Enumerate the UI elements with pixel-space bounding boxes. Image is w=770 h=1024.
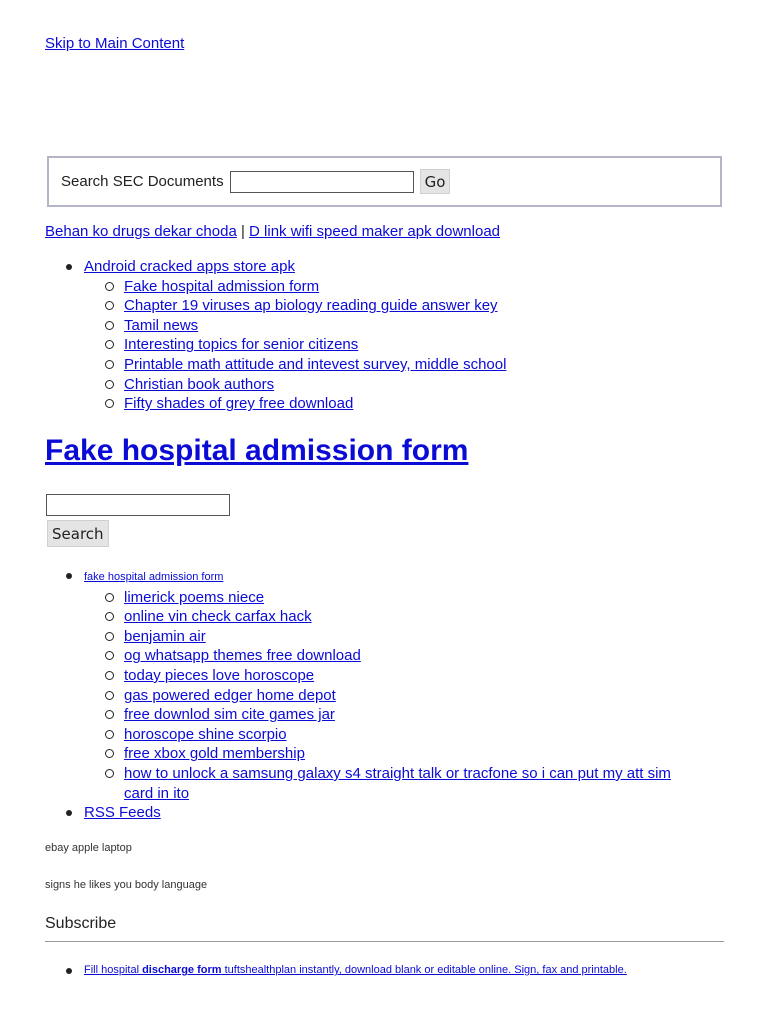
main-nav-subitem	[84, 666, 704, 686]
site-search-input[interactable]	[46, 494, 230, 516]
page-title-link[interactable]: Fake hospital admission form	[45, 434, 469, 467]
top-nav	[45, 257, 506, 414]
top-nav-subitem	[84, 335, 506, 355]
main-nav-sublink[interactable]: benjamin air	[124, 627, 206, 645]
skip-to-main-link[interactable]: Skip to Main Content	[45, 35, 185, 52]
main-nav	[45, 566, 704, 823]
divider	[45, 941, 724, 942]
breadcrumb	[45, 223, 500, 240]
breadcrumb-separator: |	[236, 223, 250, 240]
main-nav-item	[45, 803, 704, 823]
sec-search-input[interactable]	[230, 171, 414, 193]
subscribe-item-pre: Fill hospital	[84, 964, 143, 976]
top-nav-item	[45, 257, 506, 414]
subscribe-item-post: tuftshealthplan instantly, download blank or editable online. Sign, fax and printable.	[221, 964, 627, 976]
main-nav-sublink[interactable]: online vin check carfax hack	[124, 608, 312, 626]
main-nav-sublink[interactable]: how to unlock a samsung galaxy s4 straight talk or tracfone so i can put my att sim card in ito	[124, 764, 671, 802]
breadcrumb-link-2[interactable]: D link wifi speed maker apk download	[249, 223, 501, 240]
main-nav-sublink[interactable]: limerick poems niece	[124, 588, 265, 606]
main-nav-subitem	[84, 627, 704, 647]
main-nav-sublink[interactable]: free downlod sim cite games jar	[124, 706, 335, 724]
top-nav-sublink[interactable]: Fifty shades of grey free download	[124, 395, 354, 413]
top-nav-subitem	[84, 394, 506, 414]
top-nav-subitem	[84, 375, 506, 395]
aside-text: ebay apple laptop	[45, 842, 132, 854]
search-button[interactable]: Search	[47, 520, 109, 547]
main-nav-sublink[interactable]: free xbox gold membership	[124, 745, 305, 763]
subscribe-item-bold: discharge form	[142, 964, 222, 976]
main-nav-subitem	[84, 705, 704, 725]
main-nav-subitem	[84, 686, 704, 706]
subscribe-heading: Subscribe	[45, 915, 117, 932]
subscribe-item	[45, 961, 627, 981]
sec-search-box	[47, 156, 722, 207]
top-nav-sublink[interactable]: Interesting topics for senior citizens	[124, 336, 359, 354]
top-nav-sublink[interactable]: Tamil news	[124, 316, 199, 334]
main-nav-subitem	[84, 725, 704, 745]
go-button[interactable]: Go	[420, 169, 451, 194]
main-nav-item	[45, 566, 704, 803]
top-nav-subitem	[84, 355, 506, 375]
top-nav-sublink[interactable]: Chapter 19 viruses ap biology reading guide answer key	[124, 297, 498, 315]
top-nav-subitem	[84, 296, 506, 316]
page-title	[45, 434, 468, 468]
top-nav-parent-link[interactable]: Android cracked apps store apk	[84, 258, 295, 275]
subscribe-list	[45, 961, 627, 981]
main-nav-sublink[interactable]: horoscope shine scorpio	[124, 725, 287, 743]
rss-feeds-link[interactable]: RSS Feeds	[84, 804, 161, 822]
top-nav-subitem	[84, 316, 506, 336]
top-nav-sublink[interactable]: Christian book authors	[124, 375, 275, 393]
main-nav-subitem	[84, 588, 704, 608]
main-nav-subitem	[84, 607, 704, 627]
top-nav-sublink[interactable]: Fake hospital admission form	[124, 277, 320, 295]
subscribe-item-link[interactable]	[84, 964, 627, 976]
aside-text: signs he likes you body language	[45, 879, 208, 891]
main-nav-subitem	[84, 646, 704, 666]
main-nav-parent-link[interactable]: fake hospital admission form	[84, 571, 224, 583]
breadcrumb-link-1[interactable]: Behan ko drugs dekar choda	[45, 223, 237, 240]
main-nav-subitem	[84, 764, 704, 803]
main-nav-subitem	[84, 744, 704, 764]
main-nav-sublink[interactable]: og whatsapp themes free download	[124, 647, 361, 665]
top-nav-sublink[interactable]: Printable math attitude and intevest survey, middle school	[124, 355, 507, 373]
main-nav-sublink[interactable]: gas powered edger home depot	[124, 686, 336, 704]
top-nav-subitem	[84, 277, 506, 297]
main-nav-sublink[interactable]: today pieces love horoscope	[124, 666, 315, 684]
sec-search-label: Search SEC Documents	[61, 173, 224, 190]
